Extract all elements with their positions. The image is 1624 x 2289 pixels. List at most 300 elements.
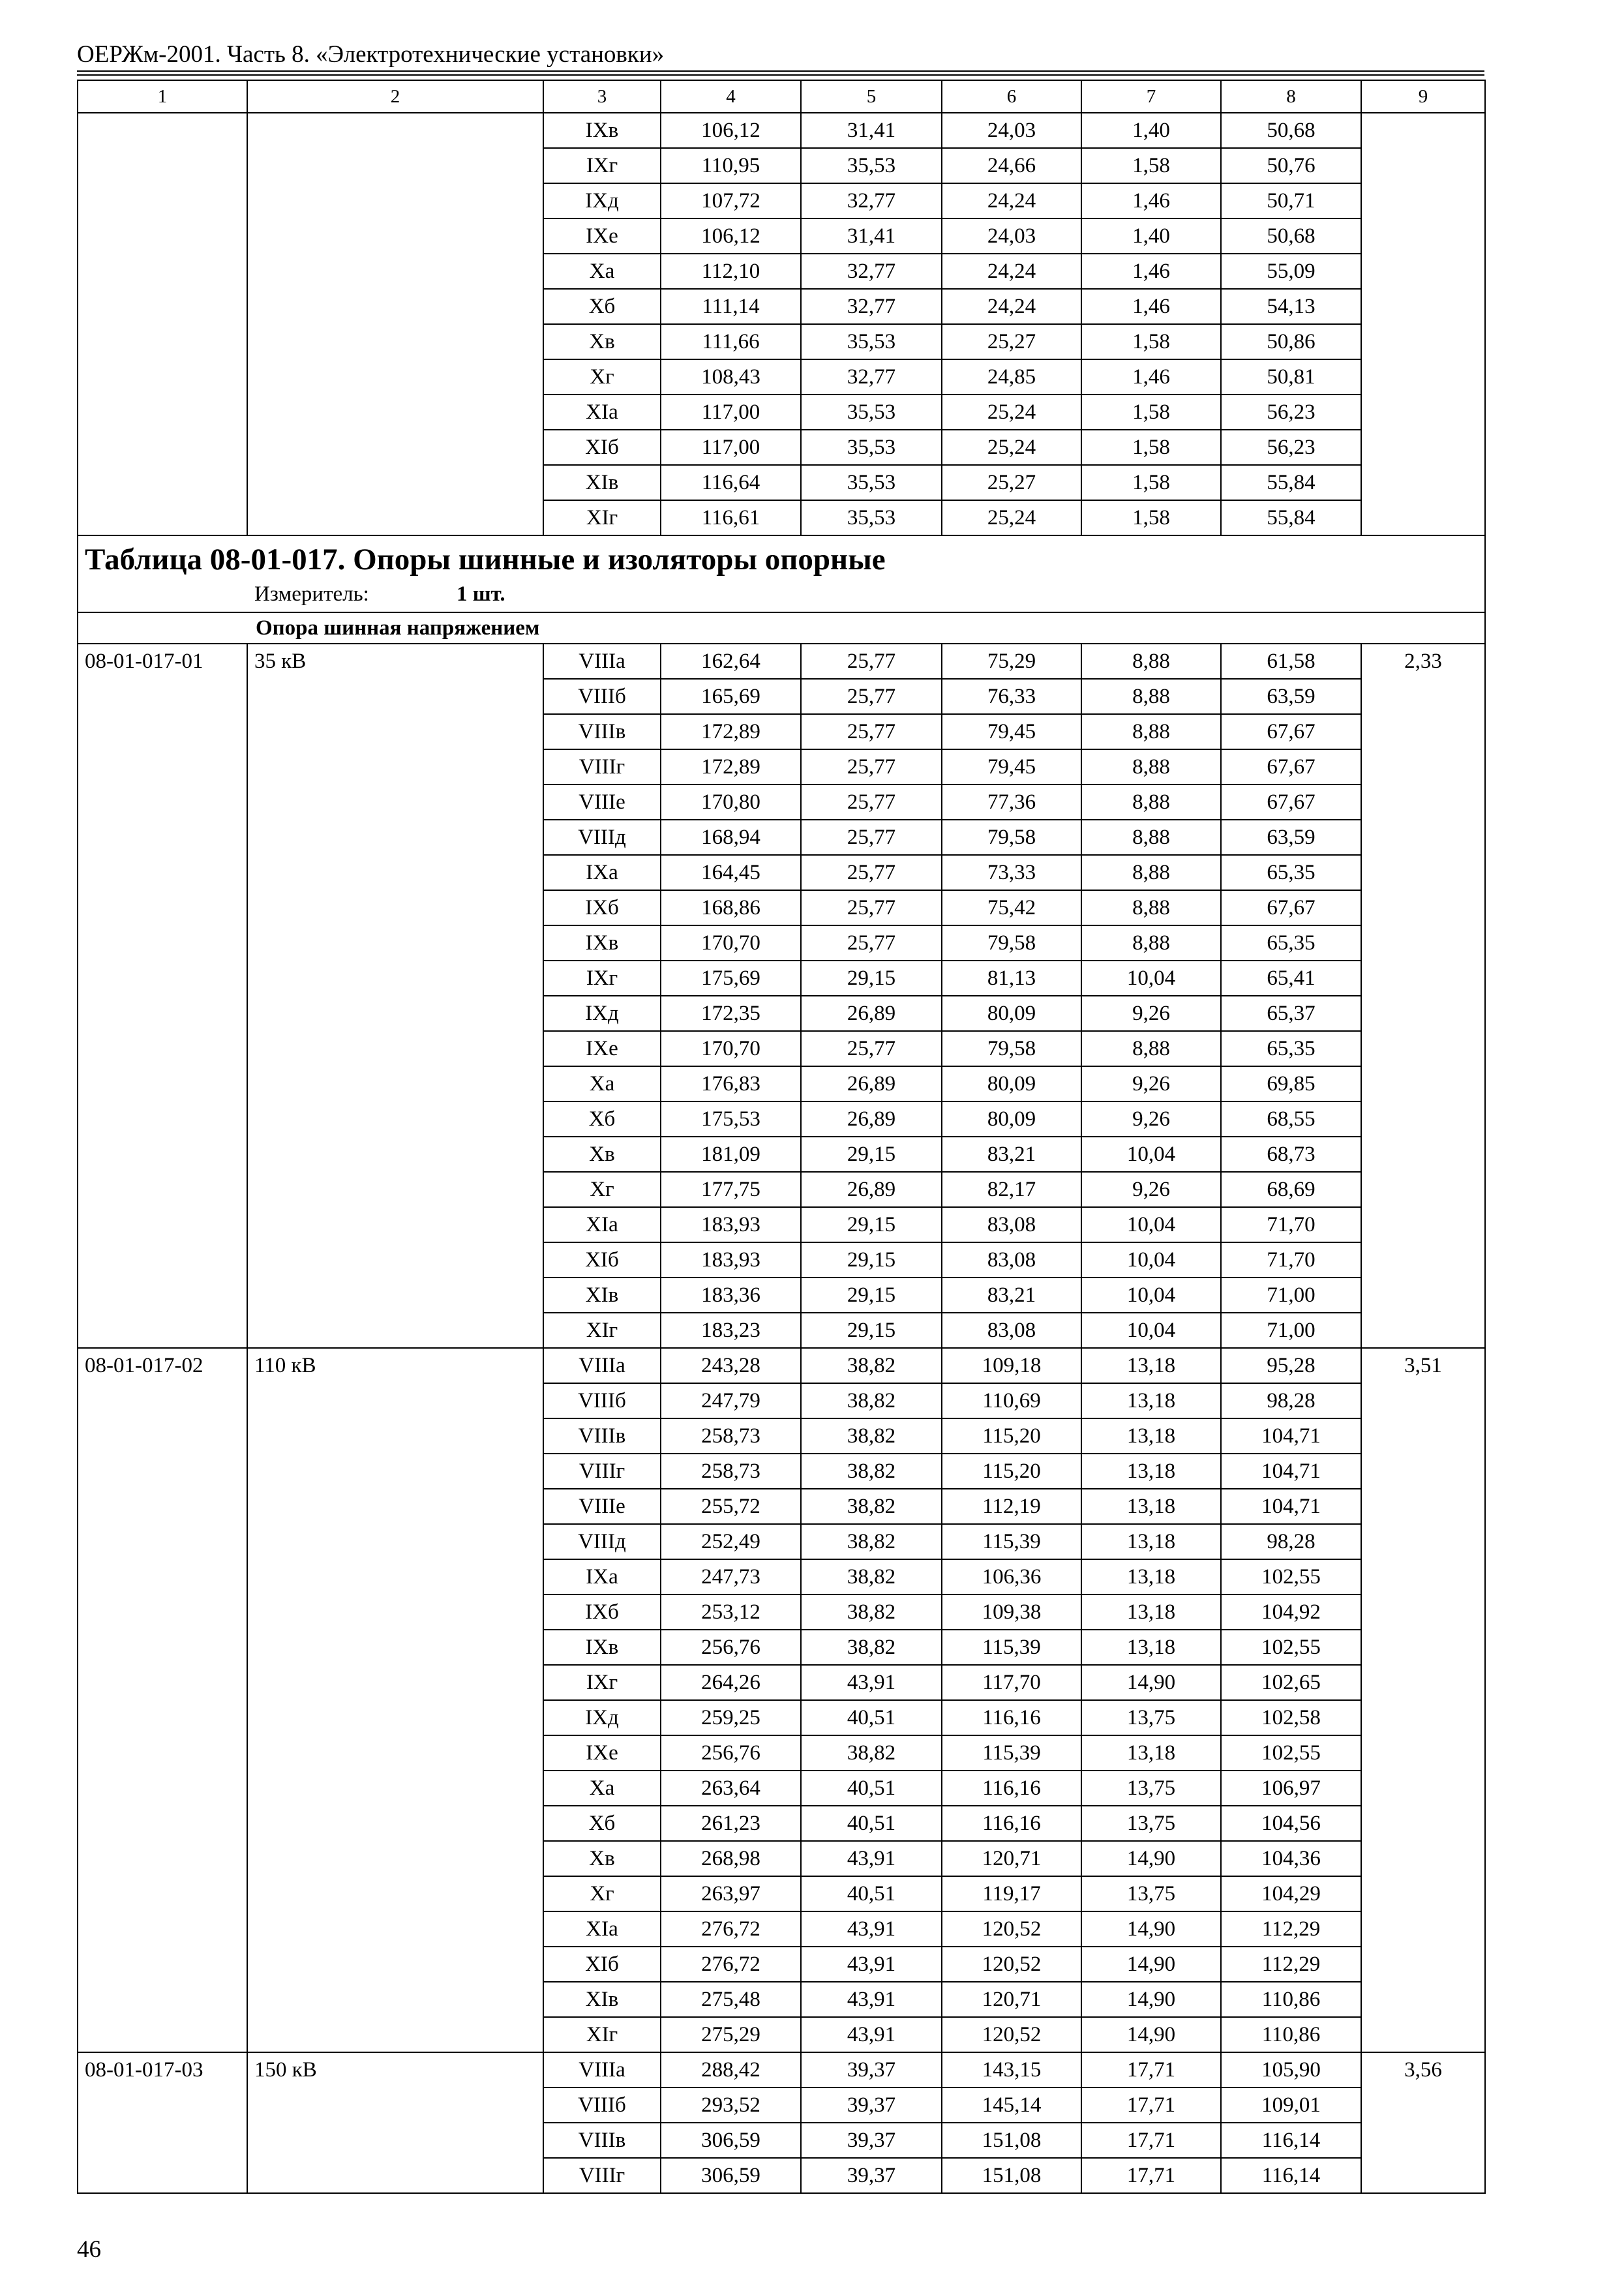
value-cell: 14,90 xyxy=(1081,1911,1221,1947)
value-cell: 111,66 xyxy=(661,324,801,359)
value-cell: 83,08 xyxy=(942,1207,1081,1242)
value-cell: 288,42 xyxy=(661,2052,801,2087)
value-cell: 67,67 xyxy=(1221,890,1361,925)
column-number: 3 xyxy=(543,80,661,113)
value-cell: 177,75 xyxy=(661,1172,801,1207)
value-cell: 8,88 xyxy=(1081,1031,1221,1066)
zone-cell: Xг xyxy=(543,1876,661,1911)
value-cell: 79,45 xyxy=(942,749,1081,785)
zone-cell: VIIIа xyxy=(543,644,661,679)
value-cell: 109,38 xyxy=(942,1594,1081,1630)
value-cell: 79,58 xyxy=(942,820,1081,855)
value-cell: 67,67 xyxy=(1221,785,1361,820)
name-cell: 150 кВ xyxy=(247,2052,543,2193)
zone-cell: VIIIа xyxy=(543,1348,661,1383)
value-cell: 80,09 xyxy=(942,1101,1081,1137)
value-cell: 24,24 xyxy=(942,289,1081,324)
table-row xyxy=(78,113,1485,148)
value-cell: 68,55 xyxy=(1221,1101,1361,1137)
value-cell: 68,69 xyxy=(1221,1172,1361,1207)
value-cell: 35,53 xyxy=(801,465,942,500)
value-cell: 17,71 xyxy=(1081,2052,1221,2087)
value-cell: 56,23 xyxy=(1221,395,1361,430)
zone-cell: XIб xyxy=(543,430,661,465)
value-cell: 117,70 xyxy=(942,1665,1081,1700)
value-cell: 116,16 xyxy=(942,1806,1081,1841)
value-cell: 1,58 xyxy=(1081,430,1221,465)
zone-cell: IXд xyxy=(543,996,661,1031)
value-cell: 1,58 xyxy=(1081,465,1221,500)
value-cell: 10,04 xyxy=(1081,1207,1221,1242)
value-cell: 35,53 xyxy=(801,395,942,430)
zone-cell: Xа xyxy=(543,254,661,289)
value-cell: 26,89 xyxy=(801,1172,942,1207)
value-cell: 10,04 xyxy=(1081,1278,1221,1313)
value-cell: 24,03 xyxy=(942,218,1081,254)
value-cell: 106,12 xyxy=(661,218,801,254)
zone-cell: VIIIд xyxy=(543,820,661,855)
value-cell: 13,18 xyxy=(1081,1524,1221,1559)
running-header: ОЕРЖм-2001. Часть 8. «Электротехнические установки» xyxy=(77,41,665,68)
value-cell: 40,51 xyxy=(801,1771,942,1806)
zone-cell: Xг xyxy=(543,359,661,395)
value-cell: 13,18 xyxy=(1081,1454,1221,1489)
value-cell: 29,15 xyxy=(801,1278,942,1313)
value-cell: 1,58 xyxy=(1081,500,1221,535)
value-cell: 183,93 xyxy=(661,1207,801,1242)
value-cell: 79,58 xyxy=(942,925,1081,961)
zone-cell: XIб xyxy=(543,1242,661,1278)
value-cell: 25,77 xyxy=(801,925,942,961)
zone-cell: IXд xyxy=(543,1700,661,1735)
code-cell xyxy=(78,113,247,535)
value-cell: 8,88 xyxy=(1081,785,1221,820)
value-cell: 115,39 xyxy=(942,1630,1081,1665)
value-cell: 8,88 xyxy=(1081,749,1221,785)
value-cell: 306,59 xyxy=(661,2158,801,2193)
value-cell: 14,90 xyxy=(1081,1947,1221,1982)
value-cell: 24,03 xyxy=(942,113,1081,148)
value-cell: 8,88 xyxy=(1081,714,1221,749)
value-cell: 43,91 xyxy=(801,1982,942,2017)
value-cell: 24,66 xyxy=(942,148,1081,183)
value-cell: 1,46 xyxy=(1081,359,1221,395)
value-cell: 65,35 xyxy=(1221,925,1361,961)
value-cell: 43,91 xyxy=(801,1947,942,1982)
value-cell: 116,14 xyxy=(1221,2158,1361,2193)
value-cell: 109,18 xyxy=(942,1348,1081,1383)
zone-cell: IXв xyxy=(543,113,661,148)
value-cell: 67,67 xyxy=(1221,749,1361,785)
column-number: 7 xyxy=(1081,80,1221,113)
value-cell: 145,14 xyxy=(942,2087,1081,2123)
value-cell: 83,08 xyxy=(942,1313,1081,1348)
zone-cell: Xб xyxy=(543,1806,661,1841)
value-cell: 143,15 xyxy=(942,2052,1081,2087)
table-row xyxy=(78,2052,1485,2087)
header-rule xyxy=(77,70,1484,72)
value-cell: 50,81 xyxy=(1221,359,1361,395)
value-cell: 102,55 xyxy=(1221,1559,1361,1594)
value-cell: 32,77 xyxy=(801,359,942,395)
value-cell: 172,35 xyxy=(661,996,801,1031)
zone-cell: XIг xyxy=(543,1313,661,1348)
header-rule xyxy=(77,74,1484,76)
value-cell: 8,88 xyxy=(1081,644,1221,679)
value-cell: 71,70 xyxy=(1221,1207,1361,1242)
value-cell: 24,24 xyxy=(942,183,1081,218)
value-cell: 43,91 xyxy=(801,2017,942,2052)
measure-value: 1 шт. xyxy=(457,582,505,606)
value-cell: 75,29 xyxy=(942,644,1081,679)
value-cell: 26,89 xyxy=(801,1066,942,1101)
value-cell: 61,58 xyxy=(1221,644,1361,679)
value-cell: 83,08 xyxy=(942,1242,1081,1278)
column-number: 2 xyxy=(247,80,543,113)
value-cell: 81,13 xyxy=(942,961,1081,996)
value-cell: 116,61 xyxy=(661,500,801,535)
zone-cell: IXе xyxy=(543,1735,661,1771)
value-cell: 170,70 xyxy=(661,925,801,961)
name-cell: 110 кВ xyxy=(247,1348,543,2052)
value-cell: 55,84 xyxy=(1221,500,1361,535)
zone-cell: Xа xyxy=(543,1771,661,1806)
value-cell: 256,76 xyxy=(661,1630,801,1665)
value-cell: 168,86 xyxy=(661,890,801,925)
value-cell: 112,19 xyxy=(942,1489,1081,1524)
zone-cell: XIв xyxy=(543,1278,661,1313)
col9-cell xyxy=(1361,113,1485,535)
value-cell: 82,17 xyxy=(942,1172,1081,1207)
value-cell: 40,51 xyxy=(801,1806,942,1841)
value-cell: 25,77 xyxy=(801,785,942,820)
value-cell: 119,17 xyxy=(942,1876,1081,1911)
value-cell: 24,85 xyxy=(942,359,1081,395)
zone-cell: Xг xyxy=(543,1172,661,1207)
value-cell: 8,88 xyxy=(1081,679,1221,714)
value-cell: 32,77 xyxy=(801,254,942,289)
value-cell: 102,55 xyxy=(1221,1735,1361,1771)
value-cell: 38,82 xyxy=(801,1594,942,1630)
table-row xyxy=(78,1348,1485,1383)
value-cell: 38,82 xyxy=(801,1489,942,1524)
value-cell: 110,69 xyxy=(942,1383,1081,1418)
zone-cell: XIа xyxy=(543,395,661,430)
value-cell: 175,69 xyxy=(661,961,801,996)
zone-cell: IXб xyxy=(543,1594,661,1630)
value-cell: 13,18 xyxy=(1081,1559,1221,1594)
zone-cell: Xв xyxy=(543,324,661,359)
zone-cell: Xв xyxy=(543,1137,661,1172)
value-cell: 39,37 xyxy=(801,2087,942,2123)
value-cell: 115,20 xyxy=(942,1454,1081,1489)
value-cell: 29,15 xyxy=(801,1313,942,1348)
value-cell: 1,46 xyxy=(1081,289,1221,324)
zone-cell: IXб xyxy=(543,890,661,925)
value-cell: 35,53 xyxy=(801,324,942,359)
value-cell: 39,37 xyxy=(801,2052,942,2087)
value-cell: 38,82 xyxy=(801,1524,942,1559)
value-cell: 293,52 xyxy=(661,2087,801,2123)
value-cell: 151,08 xyxy=(942,2123,1081,2158)
value-cell: 50,76 xyxy=(1221,148,1361,183)
value-cell: 10,04 xyxy=(1081,961,1221,996)
value-cell: 1,40 xyxy=(1081,218,1221,254)
measure-line xyxy=(85,579,1478,609)
zone-cell: IXа xyxy=(543,1559,661,1594)
zone-cell: VIIIе xyxy=(543,785,661,820)
value-cell: 116,16 xyxy=(942,1771,1081,1806)
page-number: 46 xyxy=(77,2236,101,2263)
value-cell: 151,08 xyxy=(942,2158,1081,2193)
zone-cell: VIIIг xyxy=(543,2158,661,2193)
value-cell: 107,72 xyxy=(661,183,801,218)
value-cell: 112,29 xyxy=(1221,1947,1361,1982)
value-cell: 80,09 xyxy=(942,996,1081,1031)
value-cell: 268,98 xyxy=(661,1841,801,1876)
value-cell: 1,46 xyxy=(1081,254,1221,289)
value-cell: 243,28 xyxy=(661,1348,801,1383)
column-number: 8 xyxy=(1221,80,1361,113)
value-cell: 25,77 xyxy=(801,644,942,679)
name-cell: 35 кВ xyxy=(247,644,543,1348)
value-cell: 117,00 xyxy=(661,430,801,465)
value-cell: 13,75 xyxy=(1081,1876,1221,1911)
code-cell: 08-01-017-01 xyxy=(78,644,247,1348)
value-cell: 9,26 xyxy=(1081,1172,1221,1207)
value-cell: 120,52 xyxy=(942,1947,1081,1982)
value-cell: 25,24 xyxy=(942,500,1081,535)
value-cell: 32,77 xyxy=(801,183,942,218)
value-cell: 29,15 xyxy=(801,1137,942,1172)
zone-cell: IXд xyxy=(543,183,661,218)
value-cell: 9,26 xyxy=(1081,1066,1221,1101)
norms-table xyxy=(77,80,1486,2194)
value-cell: 63,59 xyxy=(1221,679,1361,714)
table-title-cell xyxy=(78,535,1485,612)
zone-cell: XIа xyxy=(543,1911,661,1947)
zone-cell: VIIIа xyxy=(543,2052,661,2087)
value-cell: 258,73 xyxy=(661,1454,801,1489)
value-cell: 71,00 xyxy=(1221,1278,1361,1313)
value-cell: 35,53 xyxy=(801,430,942,465)
value-cell: 35,53 xyxy=(801,500,942,535)
value-cell: 29,15 xyxy=(801,1207,942,1242)
zone-cell: IXв xyxy=(543,1630,661,1665)
value-cell: 275,29 xyxy=(661,2017,801,2052)
zone-cell: XIг xyxy=(543,500,661,535)
value-cell: 183,23 xyxy=(661,1313,801,1348)
value-cell: 35,53 xyxy=(801,148,942,183)
value-cell: 13,18 xyxy=(1081,1630,1221,1665)
table-title-row xyxy=(78,535,1485,612)
zone-cell: XIв xyxy=(543,1982,661,2017)
value-cell: 164,45 xyxy=(661,855,801,890)
value-cell: 104,71 xyxy=(1221,1418,1361,1454)
value-cell: 162,64 xyxy=(661,644,801,679)
value-cell: 105,90 xyxy=(1221,2052,1361,2087)
value-cell: 255,72 xyxy=(661,1489,801,1524)
value-cell: 25,24 xyxy=(942,430,1081,465)
value-cell: 32,77 xyxy=(801,289,942,324)
value-cell: 172,89 xyxy=(661,714,801,749)
measure-label: Измеритель: xyxy=(254,582,369,606)
value-cell: 102,58 xyxy=(1221,1700,1361,1735)
value-cell: 1,46 xyxy=(1081,183,1221,218)
value-cell: 14,90 xyxy=(1081,2017,1221,2052)
value-cell: 65,37 xyxy=(1221,996,1361,1031)
value-cell: 56,23 xyxy=(1221,430,1361,465)
zone-cell: IXе xyxy=(543,1031,661,1066)
value-cell: 80,09 xyxy=(942,1066,1081,1101)
section-title: Опора шинная напряжением xyxy=(78,612,1485,644)
value-cell: 115,20 xyxy=(942,1418,1081,1454)
value-cell: 54,13 xyxy=(1221,289,1361,324)
value-cell: 263,64 xyxy=(661,1771,801,1806)
value-cell: 258,73 xyxy=(661,1418,801,1454)
value-cell: 104,71 xyxy=(1221,1454,1361,1489)
value-cell: 38,82 xyxy=(801,1630,942,1665)
value-cell: 170,80 xyxy=(661,785,801,820)
value-cell: 55,84 xyxy=(1221,465,1361,500)
zone-cell: XIв xyxy=(543,465,661,500)
zone-cell: VIIIд xyxy=(543,1524,661,1559)
zone-cell: VIIIе xyxy=(543,1489,661,1524)
value-cell: 116,14 xyxy=(1221,2123,1361,2158)
value-cell: 181,09 xyxy=(661,1137,801,1172)
value-cell: 43,91 xyxy=(801,1911,942,1947)
value-cell: 261,23 xyxy=(661,1806,801,1841)
value-cell: 24,24 xyxy=(942,254,1081,289)
zone-cell: IXе xyxy=(543,218,661,254)
value-cell: 17,71 xyxy=(1081,2158,1221,2193)
name-cell xyxy=(247,113,543,535)
value-cell: 175,53 xyxy=(661,1101,801,1137)
value-cell: 106,36 xyxy=(942,1559,1081,1594)
value-cell: 108,43 xyxy=(661,359,801,395)
value-cell: 13,18 xyxy=(1081,1594,1221,1630)
value-cell: 13,18 xyxy=(1081,1418,1221,1454)
value-cell: 67,67 xyxy=(1221,714,1361,749)
zone-cell: VIIIв xyxy=(543,714,661,749)
value-cell: 40,51 xyxy=(801,1700,942,1735)
table-body xyxy=(78,80,1485,2193)
value-cell: 29,15 xyxy=(801,961,942,996)
table-row xyxy=(78,644,1485,679)
value-cell: 25,77 xyxy=(801,890,942,925)
value-cell: 65,35 xyxy=(1221,1031,1361,1066)
value-cell: 83,21 xyxy=(942,1278,1081,1313)
value-cell: 104,56 xyxy=(1221,1806,1361,1841)
value-cell: 13,75 xyxy=(1081,1771,1221,1806)
value-cell: 252,49 xyxy=(661,1524,801,1559)
value-cell: 116,64 xyxy=(661,465,801,500)
value-cell: 8,88 xyxy=(1081,890,1221,925)
column-number: 6 xyxy=(942,80,1081,113)
zone-cell: VIIIб xyxy=(543,1383,661,1418)
value-cell: 63,59 xyxy=(1221,820,1361,855)
value-cell: 13,75 xyxy=(1081,1700,1221,1735)
value-cell: 25,24 xyxy=(942,395,1081,430)
table-title: Таблица 08-01-017. Опоры шинные и изоляторы опорные xyxy=(85,543,886,576)
code-cell: 08-01-017-03 xyxy=(78,2052,247,2193)
value-cell: 13,18 xyxy=(1081,1383,1221,1418)
value-cell: 120,71 xyxy=(942,1841,1081,1876)
value-cell: 8,88 xyxy=(1081,925,1221,961)
value-cell: 1,40 xyxy=(1081,113,1221,148)
value-cell: 109,01 xyxy=(1221,2087,1361,2123)
value-cell: 25,77 xyxy=(801,820,942,855)
value-cell: 112,10 xyxy=(661,254,801,289)
value-cell: 8,88 xyxy=(1081,855,1221,890)
value-cell: 264,26 xyxy=(661,1665,801,1700)
value-cell: 83,21 xyxy=(942,1137,1081,1172)
value-cell: 38,82 xyxy=(801,1559,942,1594)
value-cell: 183,93 xyxy=(661,1242,801,1278)
column-number: 9 xyxy=(1361,80,1485,113)
value-cell: 10,04 xyxy=(1081,1137,1221,1172)
value-cell: 1,58 xyxy=(1081,148,1221,183)
value-cell: 25,27 xyxy=(942,465,1081,500)
value-cell: 77,36 xyxy=(942,785,1081,820)
value-cell: 259,25 xyxy=(661,1700,801,1735)
value-cell: 65,41 xyxy=(1221,961,1361,996)
zone-cell: IXг xyxy=(543,148,661,183)
value-cell: 106,97 xyxy=(1221,1771,1361,1806)
zone-cell: VIIIб xyxy=(543,679,661,714)
column-number: 1 xyxy=(78,80,247,113)
value-cell: 69,85 xyxy=(1221,1066,1361,1101)
value-cell: 95,28 xyxy=(1221,1348,1361,1383)
value-cell: 115,39 xyxy=(942,1735,1081,1771)
value-cell: 168,94 xyxy=(661,820,801,855)
value-cell: 13,18 xyxy=(1081,1348,1221,1383)
value-cell: 115,39 xyxy=(942,1524,1081,1559)
value-cell: 43,91 xyxy=(801,1665,942,1700)
value-cell: 68,73 xyxy=(1221,1137,1361,1172)
col9-cell: 2,33 xyxy=(1361,644,1485,1348)
value-cell: 14,90 xyxy=(1081,1841,1221,1876)
value-cell: 25,77 xyxy=(801,1031,942,1066)
value-cell: 14,90 xyxy=(1081,1665,1221,1700)
value-cell: 65,35 xyxy=(1221,855,1361,890)
value-cell: 165,69 xyxy=(661,679,801,714)
value-cell: 170,70 xyxy=(661,1031,801,1066)
value-cell: 40,51 xyxy=(801,1876,942,1911)
column-number: 5 xyxy=(801,80,942,113)
value-cell: 71,00 xyxy=(1221,1313,1361,1348)
zone-cell: XIб xyxy=(543,1947,661,1982)
value-cell: 39,37 xyxy=(801,2123,942,2158)
zone-cell: IXа xyxy=(543,855,661,890)
value-cell: 38,82 xyxy=(801,1454,942,1489)
zone-cell: Xб xyxy=(543,289,661,324)
value-cell: 73,33 xyxy=(942,855,1081,890)
value-cell: 98,28 xyxy=(1221,1383,1361,1418)
value-cell: 176,83 xyxy=(661,1066,801,1101)
value-cell: 306,59 xyxy=(661,2123,801,2158)
value-cell: 104,36 xyxy=(1221,1841,1361,1876)
value-cell: 50,68 xyxy=(1221,113,1361,148)
value-cell: 13,18 xyxy=(1081,1489,1221,1524)
value-cell: 110,95 xyxy=(661,148,801,183)
value-cell: 55,09 xyxy=(1221,254,1361,289)
value-cell: 276,72 xyxy=(661,1911,801,1947)
value-cell: 98,28 xyxy=(1221,1524,1361,1559)
value-cell: 25,77 xyxy=(801,855,942,890)
column-number-row xyxy=(78,80,1485,113)
value-cell: 9,26 xyxy=(1081,996,1221,1031)
